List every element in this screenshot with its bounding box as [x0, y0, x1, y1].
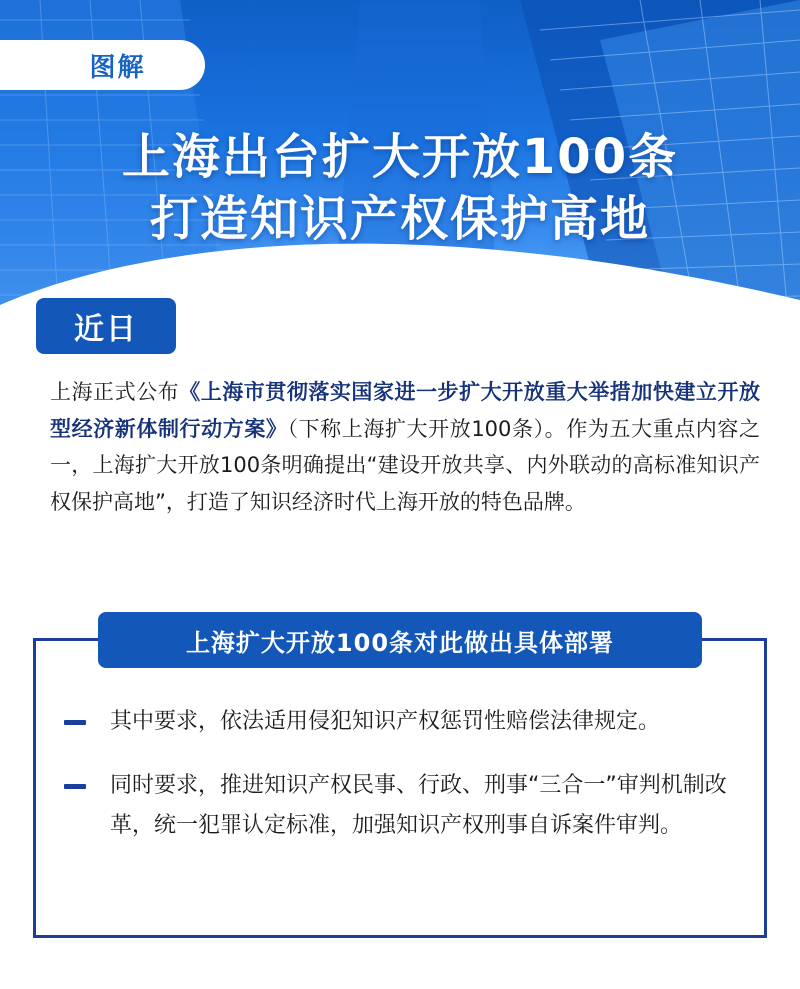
- deployment-header: 上海扩大开放100条对此做出具体部署: [98, 612, 702, 668]
- list-item-text: 同时要求，推进知识产权民事、行政、刑事“三合一”审判机制改革，统一犯罪认定标准，加强知识产权刑事自诉案件审判。: [110, 773, 727, 838]
- list-item-text: 其中要求，依法适用侵犯知识产权惩罚性赔偿法律规定。: [110, 709, 661, 734]
- section-label-recent: 近日: [36, 298, 176, 354]
- intro-paragraph: [50, 374, 760, 520]
- document-title: 《上海市贯彻落实国家进一步扩大开放重大举措加快建立开放型经济新体制行动方案》: [50, 380, 760, 441]
- hero-banner: [0, 0, 800, 340]
- intro-lead: 上海正式公布: [50, 380, 180, 404]
- page-title-line2: 打造知识产权保护高地: [149, 191, 650, 247]
- page-title-line1: 上海出台扩大开放100条: [121, 129, 679, 185]
- intro-body: （下称上海扩大开放100条）。作为五大重点内容之一，上海扩大开放100条明确提出“建设开放共享、内外联动的高标准知识产权保护高地”，打造了知识经济时代上海开放的特色品牌。: [50, 416, 760, 514]
- tag-pill: [0, 40, 205, 90]
- dash-bullet-icon: [64, 720, 86, 725]
- dash-bullet-icon: [64, 784, 86, 789]
- tag-label: 图解: [89, 52, 146, 83]
